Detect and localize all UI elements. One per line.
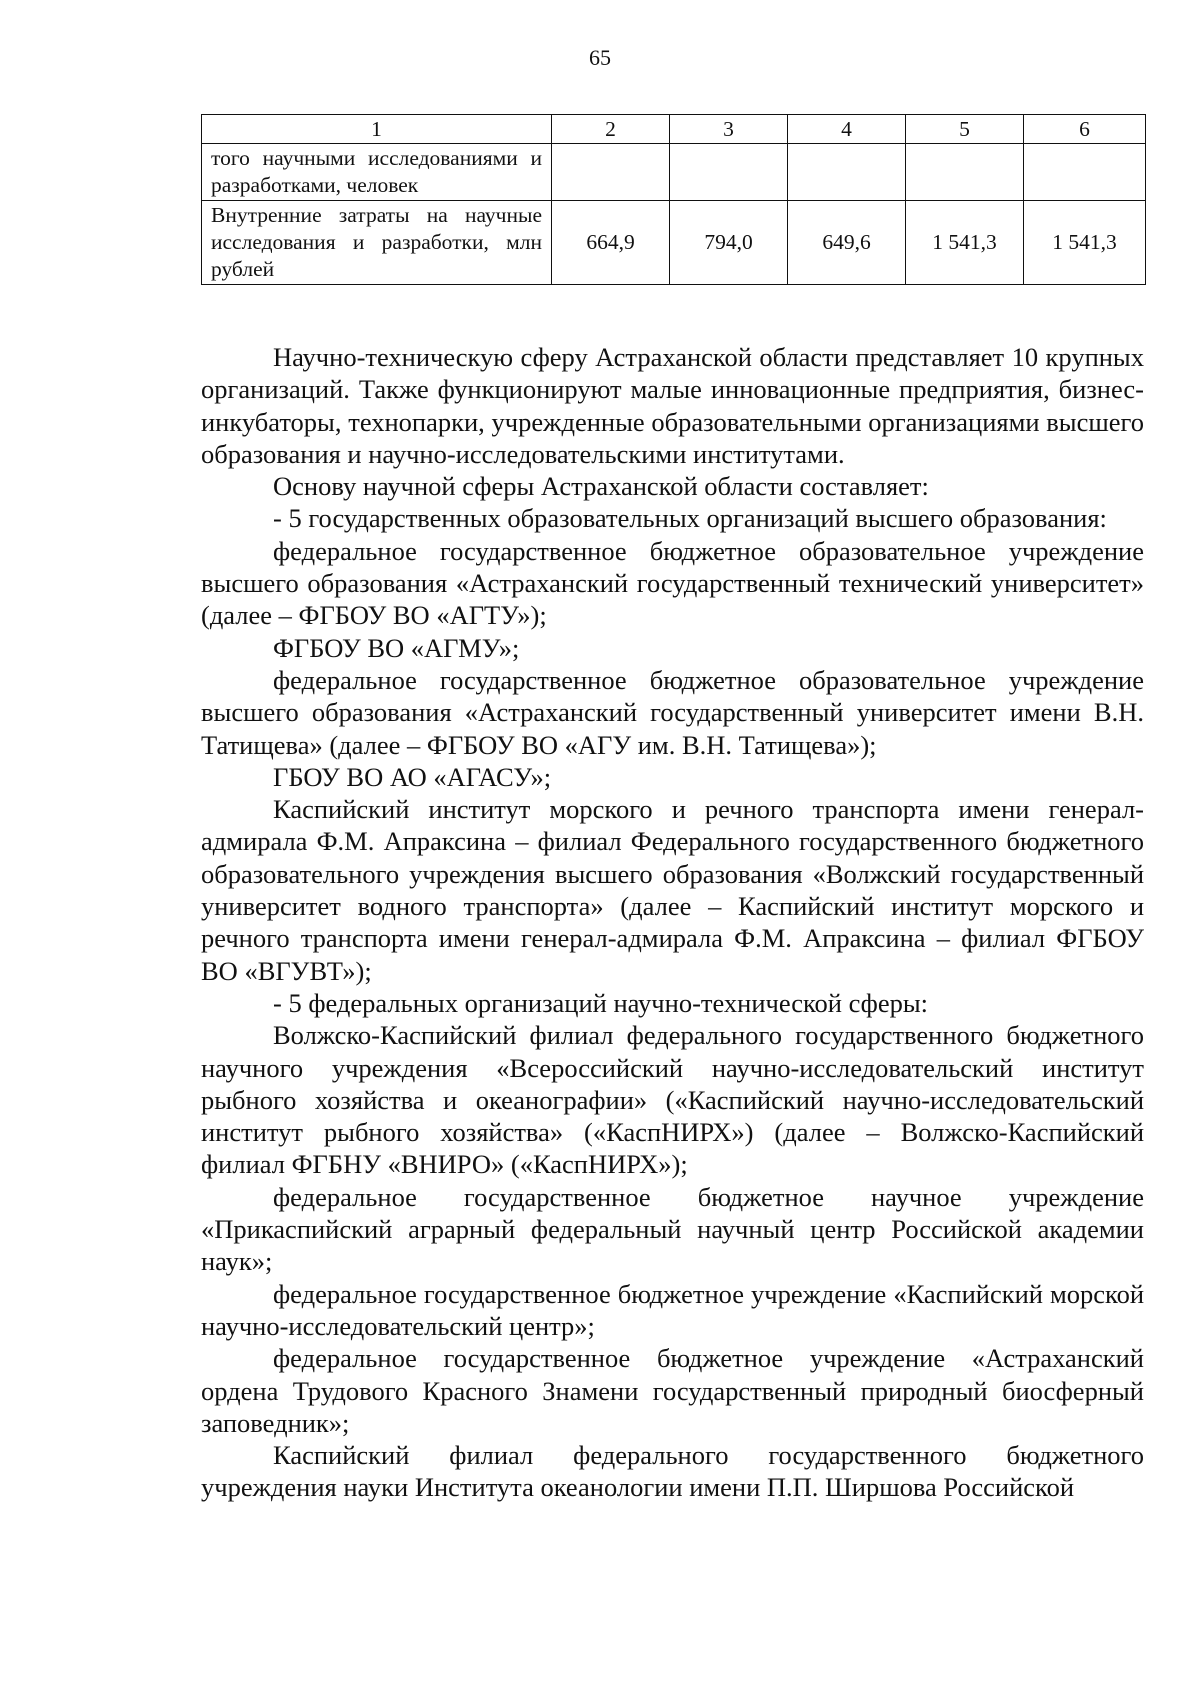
paragraph: Основу научной сферы Астраханской области составляет: bbox=[273, 471, 929, 502]
table-header-cell: 1 bbox=[202, 115, 552, 144]
table-row-label: Внутренние затраты на научные исследования и разработки, млн рублей bbox=[202, 201, 552, 285]
table-header-cell: 6 bbox=[1024, 115, 1146, 144]
list-item: Волжско-Каспийский филиал федерального государственного бюджетного научного учреждения «Всероссийский научно-исследовательский институт рыбного хозяйства и океанографии» («Каспийский научно-исследовательский институт рыбного хозяйства» («КаспНИРХ») (далее – Волжско-Каспийский филиал ФГБНУ «ВНИРО» («КаспНИРХ»); bbox=[201, 1020, 1144, 1180]
table-cell bbox=[788, 144, 906, 201]
table-header-row bbox=[202, 115, 1146, 144]
table-row-label: того научными исследованиями и разработками, человек bbox=[202, 144, 552, 201]
list-item: - 5 федеральных организаций научно-технической сферы: bbox=[273, 987, 929, 1018]
document-body bbox=[201, 341, 1144, 1504]
table-cell bbox=[552, 144, 670, 201]
list-item: Каспийский институт морского и речного транспорта имени генерал-адмирала Ф.М. Апраксина – филиал Федерального государственного бюджетного образовательного учреждения высшего образования «Волжский государственный университет водного транспорта» (далее – Каспийский институт морского и речного транспорта имени генерал-адмирала Ф.М. Апраксина – филиал ФГБОУ ВО «ВГУВТ»); bbox=[201, 794, 1144, 986]
list-item: ФГБОУ ВО «АГМУ»; bbox=[273, 632, 520, 663]
table-cell: 1 541,3 bbox=[906, 201, 1024, 285]
paragraph: Научно-техническую сферу Астраханской области представляет 10 крупных организаций. Также функционируют малые инновационные предприятия, бизнес-инкубаторы, технопарки, учрежденные образовательными организациями высшего образования и научно-исследовательскими институтами. bbox=[201, 342, 1144, 469]
list-item: ГБОУ ВО АО «АГАСУ»; bbox=[273, 761, 552, 792]
list-item: федеральное государственное бюджетное научное учреждение «Прикаспийский аграрный федеральный научный центр Российской академии наук»; bbox=[201, 1181, 1144, 1277]
table-header-cell: 2 bbox=[552, 115, 670, 144]
table-header-cell: 5 bbox=[906, 115, 1024, 144]
table-row bbox=[202, 144, 1146, 201]
table-header-cell: 3 bbox=[670, 115, 788, 144]
table-cell: 794,0 bbox=[670, 201, 788, 285]
table-row bbox=[202, 201, 1146, 285]
table-cell: 1 541,3 bbox=[1024, 201, 1146, 285]
table-cell bbox=[1024, 144, 1146, 201]
list-item: федеральное государственное бюджетное образовательное учреждение высшего образования «Астраханский государственный университет имени В.Н. Татищева» (далее – ФГБОУ ВО «АГУ им. В.Н. Татищева»); bbox=[201, 664, 1144, 760]
list-item: Каспийский филиал федерального государственного бюджетного учреждения науки Института океанологии имени П.П. Ширшова Российской bbox=[201, 1440, 1144, 1503]
statistics-table bbox=[201, 114, 1146, 285]
table-cell: 664,9 bbox=[552, 201, 670, 285]
table-header-cell: 4 bbox=[788, 115, 906, 144]
page-number: 65 bbox=[589, 45, 611, 70]
table-cell bbox=[670, 144, 788, 201]
list-item: - 5 государственных образовательных организаций высшего образования: bbox=[273, 503, 1107, 534]
list-item: федеральное государственное бюджетное учреждение «Астраханский ордена Трудового Красного Знамени государственный природный биосферный заповедник»; bbox=[201, 1343, 1144, 1438]
list-item: федеральное государственное бюджетное образовательное учреждение высшего образования «Астраханский государственный технический университет» (далее – ФГБОУ ВО «АГТУ»); bbox=[201, 535, 1144, 631]
table-cell: 649,6 bbox=[788, 201, 906, 285]
list-item: федеральное государственное бюджетное учреждение «Каспийский морской научно-исследовательский центр»; bbox=[201, 1278, 1144, 1341]
table-cell bbox=[906, 144, 1024, 201]
